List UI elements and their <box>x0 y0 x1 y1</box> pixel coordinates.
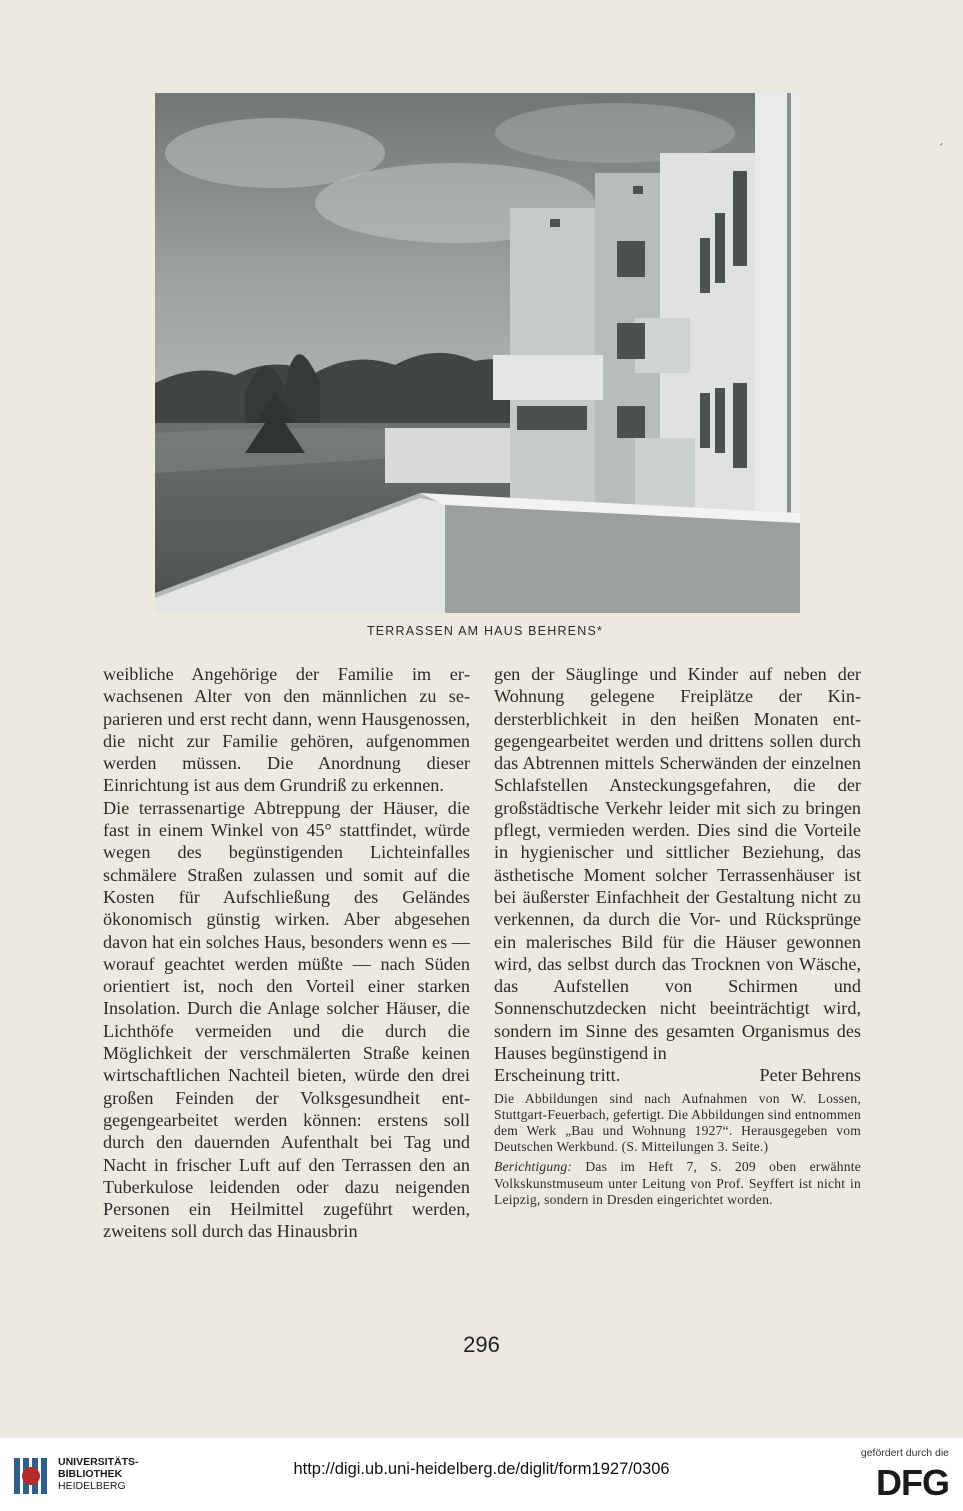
paragraph: Die terrassenartige Abtreppung der Häuser, die fast in einem Winkel von 45° stattfindet, würde wegen des begünstigenden Lichteinfalles schmälere Straßen zulassen und somit auf die Kosten für Aufschließung des Geländes ökonomisch günstig wirken. Aber abgesehen davon hat ein solches Haus, besonders wenn es — worauf geachtet werden müßte — nach Süden orientiert ist, noch den Vorteil einer starken Insolation. Durch die Anlage solcher Häuser, die Lichthöfe vermeiden und die durch die Möglichkeit der verschmälerten Straße keinen wirtschaftlichen Nachteil bieten, würde den drei großen Feinden der Volksgesundheit entgegengearbeitet werden können: erstens soll durch den dauernden Aufenthalt bei Tag und Nacht in frischer Luft auf den Terrassen den an Tuberkulose leidenden oder dazu neigenden Personen ein Heilmittel zugeführt werden, zweitens soll durch das Hinausbrin <box>103 797 470 1242</box>
library-name-line: UNIVERSITÄTS- <box>58 1456 139 1468</box>
digitization-footer <box>0 1438 963 1511</box>
closing-text: Erscheinung tritt. <box>494 1065 621 1086</box>
correction-note <box>494 1159 861 1208</box>
library-name-line: BIBLIOTHEK <box>58 1468 123 1480</box>
photo-caption: TERRASSEN AM HAUS BEHRENS* <box>366 624 604 638</box>
correction-label: Berichtigung: <box>494 1159 573 1175</box>
closing-line <box>494 1064 861 1086</box>
image-credit-note: Die Abbildungen sind nach Aufnahmen von W. Lossen, Stuttgart-Feuerbach, gefertigt. Die Abbildungen sind entnommen dem Werk „Bau und Wohnung 1927“. Herausgegeben vom Deutschen Werkbund. (S. Mitteilungen 3. Seite.) <box>494 1090 861 1155</box>
correction-text: Das im Heft 7, S. 209 oben erwähnte Volkskunstmuseum unter Leitung von Prof. Seyffert ist nicht in Leipzig, sondern in Dresden eingerichtet worden. <box>494 1159 861 1207</box>
paragraph: weibliche Angehörige der Familie im erwachsenen Alter von den männlichen zu separieren und erst recht dann, wenn Hausgenossen, die nicht zur Familie gehören, aufgenommen werden müssen. Die Anordnung dieser Einrichtung ist aus dem Grundriß zu erkennen. <box>103 664 470 796</box>
paragraph: gen der Säuglinge und Kinder auf neben der Wohnung gelegene Freiplätze der Kindersterblichkeit in den heißen Monaten entgegengearbeitet werden und drittens sollen durch das Abtrennen mittels Scherwänden der einzelnen Schlafstellen Ansteckungsgefahren, die der großstädtische Verkehr leider mit sich zu bringen pflegt, vermieden werden. Dies sind die Vorteile in hygienischer und sittlicher Beziehung, das ästhetische Moment solcher Terrassenhäuser ist bei äußerster Einfachheit der Gestaltung nicht zu verkennen, da durch die Vor- und Rücksprünge ein malerisches Bild für die Häuser gewonnen wird, das selbst durch das Trocknen von Wäsche, das Aufstellen von Schirmen und Sonnenschutzdecken nicht beeinträchtigt wird, sondern im Sinne des gesamten Organismus des Hauses begünstigend in <box>494 664 861 1064</box>
dfg-logo: DFG <box>876 1462 949 1503</box>
page-number: 296 <box>463 1332 500 1357</box>
photograph-terraces <box>155 93 800 613</box>
right-text-column <box>494 663 861 1208</box>
left-text-column <box>103 663 470 1243</box>
author-signature: Peter Behrens <box>759 1065 861 1086</box>
funding-text: gefördert durch die <box>860 1447 949 1459</box>
margin-mark: ˊ <box>939 142 944 157</box>
permalink-url[interactable]: http://digi.ub.uni-heidelberg.de/diglit/form1927/0306 <box>293 1460 670 1478</box>
library-name-line: HEIDELBERG <box>58 1480 126 1492</box>
